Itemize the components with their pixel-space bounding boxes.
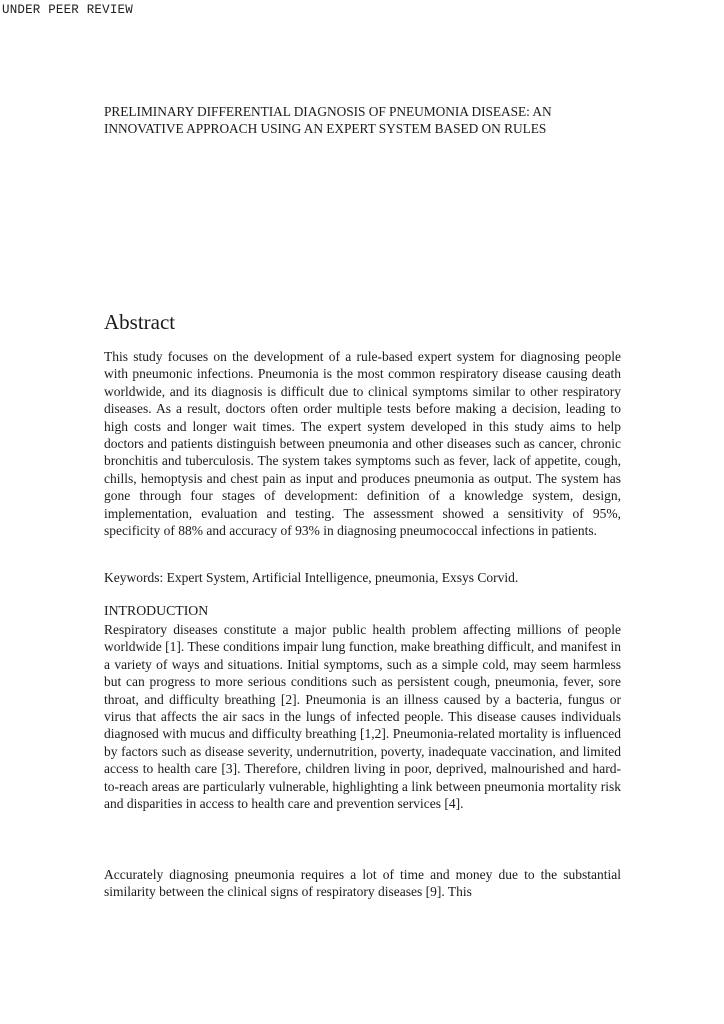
title-line-2: INNOVATIVE APPROACH USING AN EXPERT SYSTEM BASED ON RULES (104, 121, 547, 136)
paper-title (104, 103, 621, 137)
abstract-heading: Abstract (104, 310, 176, 334)
introduction-paragraph-2: Accurately diagnosing pneumonia requires a lot of time and money due to the substantial similarity between the clinical signs of respiratory diseases [9]. This (104, 867, 621, 900)
introduction-paragraph-1: Respiratory diseases constitute a major public health problem affecting millions of people worldwide [1]. These conditions impair lung function, make breathing difficult, and manifest in a variety of ways and situations. Initial symptoms, such as a simple cold, may seem harmless but can progress to more serious conditions such as persistent cough, pneumonia, fever, sore throat, and difficulty breathing [2]. Pneumonia is an illness caused by a bacteria, fungus or virus that affects the air sacs in the lungs of infected people. This disease causes individuals diagnosed with mucus and difficulty breathing [1,2]. Pneumonia-related mortality is influenced by factors such as disease severity, undernutrition, poverty, inadequate vaccination, and limited access to health care [3]. Therefore, children living in poor, deprived, malnourished and hard-to-reach areas are particularly vulnerable, highlighting a link between pneumonia mortality risk and disparities in access to health care and prevention services [4]. (104, 622, 621, 812)
paper-page (104, 103, 621, 900)
keywords: Keywords: Expert System, Artificial Intelligence, pneumonia, Exsys Corvid. (104, 570, 519, 585)
introduction-heading: INTRODUCTION (104, 603, 209, 618)
abstract-text: This study focuses on the development of a rule-based expert system for diagnosing people with pneumonic infections. Pneumonia is the most common respiratory disease causing death worldwide, and its diagnosis is difficult due to clinical symptoms similar to other respiratory diseases. As a result, doctors often order multiple tests before making a decision, leading to high costs and longer wait times. The expert system developed in this study aims to help doctors and patients distinguish between pneumonia and other diseases such as cancer, chronic bronchitis and tuberculosis. The system takes symptoms such as fever, lack of appetite, cough, chills, hemoptysis and chest pain as input and produces pneumonia as output. The system has gone through four stages of development: definition of a knowledge system, design, implementation, evaluation and testing. The assessment showed a sensitivity of 95%, specificity of 88% and accuracy of 93% in diagnosing pneumococcal infections in patients. (104, 349, 621, 539)
peer-review-watermark: UNDER PEER REVIEW (2, 3, 133, 17)
title-line-1: PRELIMINARY DIFFERENTIAL DIAGNOSIS OF PNEUMONIA DISEASE: AN (104, 104, 552, 119)
